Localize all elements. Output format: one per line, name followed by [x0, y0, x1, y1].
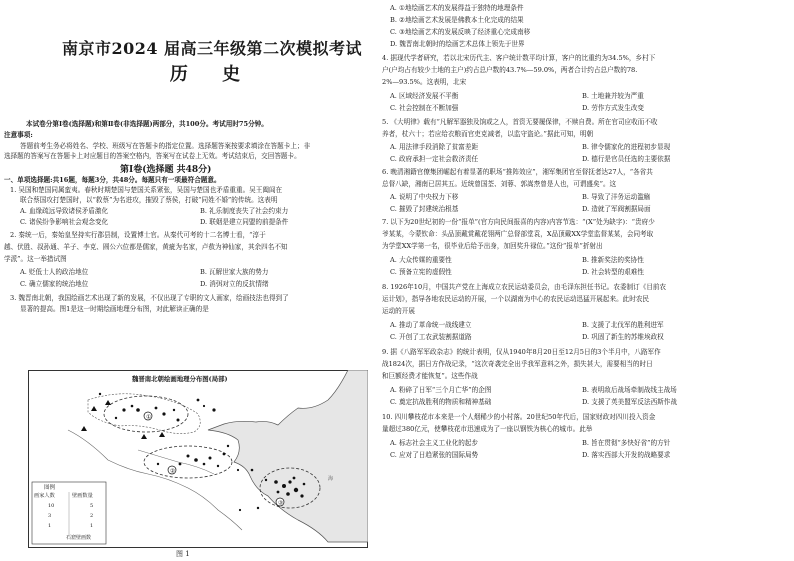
- legend-title: 图例: [44, 485, 56, 491]
- q2-stem-1: 2. 秦统一后，秦始皇坚持实行郡县制，设置博士官。从秦代可考的十二名博士看，“淳于: [10, 231, 266, 239]
- q7-stem-3: 为学堂XX学第一名，很毕业后给予出身，加回奖升禄位。”这份“报单”折射出: [382, 242, 603, 250]
- q3-option-a: A. ①地绘画艺术的发展得益于独特的地理条件: [390, 4, 524, 12]
- q6-option-a: A. 说明了中央权力下移: [390, 193, 459, 201]
- legend-painters-1: 1: [48, 523, 52, 529]
- q6-option-c: C. 摧毁了封建统治根基: [390, 205, 459, 213]
- q10-option-d: D. 落实西部大开发的战略要求: [582, 451, 671, 459]
- q8-stem-1: 8. 1926年10月，中国共产党在上海成立农民运动委员会，由毛泽东担任书记。农委制订《目前农: [382, 283, 667, 291]
- part1-heading: 第Ⅰ卷(选择题 共48分): [120, 165, 212, 175]
- q4-stem-3: 2%—93.5%。这表明，北宋: [382, 78, 467, 86]
- q8-stem-3: 运动的开展: [382, 307, 415, 315]
- q8-option-d: D. 巩固了新生的苏维埃政权: [582, 333, 664, 341]
- legend-murals-label: 壁画数量: [72, 493, 93, 499]
- svg-text:③: ③: [278, 500, 283, 507]
- q9-option-a: A. 粉碎了日军“三个月亡华”的企图: [390, 386, 492, 394]
- q10-option-b: B. 旨在贯彻“多快好省”的方针: [582, 439, 671, 447]
- legend-murals-5: 5: [90, 503, 94, 509]
- q2-option-c: C. 确立儒家的统治地位: [20, 280, 89, 288]
- q4-option-c: C. 社会控制在不断加强: [390, 104, 459, 112]
- q2-stem-2: 越、伏胜、叔孙通、羊子、李克、圆公六位都是儒家，黄疵为名家，卢敖为神仙家，其余四名不知: [4, 243, 288, 251]
- q3-option-d: D. 魏晋南北朝时的绘画艺术总体上领先于世界: [390, 40, 525, 48]
- q3-option-c: C. ③地绘画艺术的发展反映了经济重心完成南移: [390, 28, 531, 36]
- notice-line-2: 选择题的答案写在答题卡上对应题目的答案空格内，答案写在试卷上无效。考试结束后，交回答题卡。: [4, 152, 301, 160]
- q5-option-c: C. 政府承担一定社会救济责任: [390, 155, 479, 163]
- q7-stem-1: 7. 以下为20世纪初的一份“报单”(官方向民间报喜的内容)内容节选：“(X”处为缺字)：“贵府少: [382, 218, 655, 226]
- q9-option-b: B. 表明敌后战场牵制战线主战场: [582, 386, 677, 394]
- intro-line: 本试卷分第Ⅰ卷(选择题)和第Ⅱ卷(非选择题)两部分，共100分。考试用时75分钟。: [26, 120, 268, 128]
- q4-option-d: D. 劳作方式发生改变: [582, 104, 644, 112]
- exam-title: 南京市2024 届高三年级第二次模拟考试: [61, 39, 363, 58]
- q10-stem-1: 10. 四川攀枝花市本来是一个人烟稀少的小村落。20世纪50年代后，国家财政对四川投入资金: [382, 413, 656, 421]
- notice-title: 注意事项:: [4, 131, 33, 139]
- q2-stem-3: 学派”。这一举措试图: [4, 255, 67, 263]
- q7-option-d: D. 社会转型的艰难性: [582, 268, 644, 276]
- map-title: 魏晋南北朝绘画地理分布图(局部): [132, 375, 228, 383]
- legend-murals-1: 1: [90, 523, 94, 529]
- q6-option-d: D. 造就了军阀割据局面: [582, 205, 651, 213]
- q1-option-d: D. 联姻是建立同盟的前提条件: [200, 218, 289, 226]
- legend-painters-label: 画家人数: [34, 493, 55, 499]
- svg-text:①: ①: [146, 414, 151, 421]
- q4-stem-2: 户(户均占有较少土地的主户)约占总户数的43.7%—59.0%，两者合计约占总户数的78.: [382, 66, 638, 74]
- q5-stem-2: 养者，杖六十；若应给衣粮而官吏克减者，以监守盗论。”据此可知，明朝: [382, 130, 594, 138]
- svg-text:②: ②: [170, 468, 175, 475]
- q9-stem-2: 战1824次，据日方作战记录，“这次奇袭完全出乎我军意料之外，损失甚大，需要相当的时日: [382, 360, 653, 368]
- figure-caption: 图 1: [176, 550, 190, 558]
- q10-option-c: C. 应对了日趋紧张的国际局势: [390, 451, 479, 459]
- q6-option-b: B. 导致了洋务运动滥觞: [582, 193, 651, 201]
- legend-murals-2: 2: [90, 513, 94, 519]
- q6-stem-2: 总督八缺，湘南已居其五。近统曾国荃、刘蓉、郭嵩焘曾是人也，可谓盛矣”。这: [382, 180, 617, 188]
- q2-option-b: B. 瓦解世家大族的势力: [200, 268, 269, 276]
- q1-stem-2: 联合蔡国攻打楚国时，以“救蔡”为名进攻，摧毁了蔡侯，打破“同姓不婚”的传统。这表明: [20, 196, 278, 204]
- q8-option-a: A. 推动了革命统一战线建立: [390, 321, 472, 329]
- q3-stem-2: 显著的提高。图1是这一时期绘画地理分布图，对此解读正确的是: [20, 305, 209, 313]
- legend-note: 石窟壁画数: [66, 535, 92, 541]
- q3-option-b: B. ②地绘画艺术发展是佛教本土化完成的结果: [390, 16, 524, 24]
- svg-text:海: 海: [328, 476, 334, 482]
- q5-option-b: B. 律令儒家化的进程初步显现: [582, 143, 671, 151]
- legend-painters-10: 10: [48, 503, 55, 509]
- q10-stem-2: 量超过380亿元，使攀枝花市迅速成为了一座以钢铁为核心的城市。此举: [382, 425, 593, 433]
- q5-option-d: D. 德行是官员任选的主要依据: [582, 155, 671, 163]
- painting-distribution-map: [28, 370, 368, 548]
- q4-stem-1: 4. 据现代学者研究，若以北宋历代主、客户统计数平均计算，客户的比重约为34.5%，乡村下: [382, 54, 656, 62]
- q4-option-a: A. 区域经济发展不平衡: [390, 92, 459, 100]
- legend-painters-3: 3: [48, 513, 52, 519]
- q1-option-a: A. 血缘疏远导致诸侯矛盾激化: [20, 207, 109, 215]
- q10-option-a: A. 标志社会主义工业化的起步: [390, 439, 479, 447]
- q9-option-c: C. 奠定抗战胜利的物质和精神基础: [390, 398, 492, 406]
- q9-stem-3: 和巨额经费才能恢复”。这些作战: [382, 372, 478, 380]
- q7-option-b: B. 推新奖法的奖协性: [582, 256, 644, 264]
- q8-option-b: B. 支援了北伐军的胜利进军: [582, 321, 664, 329]
- q8-stem-2: 运计划》，指导各地农民运动的开展，一个以湖南为中心的农民运动迅猛开展起来。此时农民: [382, 295, 650, 303]
- notice-line-1: 答题前考生务必将姓名、学校、班级写在答题卡的指定位置。选择题答案按要求填涂在答题卡上；非: [20, 142, 311, 150]
- part1-instruction: 一、单项选择题:共16题，每题3分，共48分。每题只有一项最符合题意。: [4, 176, 221, 184]
- q2-option-a: A. 贬低士人的政治地位: [20, 268, 89, 276]
- q8-option-c: C. 开创了工农武装割据道路: [390, 333, 472, 341]
- q1-option-c: C. 诸侯纷争影响社会观念变化: [20, 218, 109, 226]
- q7-option-c: C. 预备立宪的虚假性: [390, 268, 452, 276]
- q7-option-a: A. 大众传媒的重要性: [390, 256, 452, 264]
- q2-option-d: D. 消弭对立的反抗情绪: [200, 280, 269, 288]
- q7-stem-2: 爷某某，今蒙钦命：头品顶戴赏戴花翎两广总督部堂袁，X品顶戴XX学堂监督某某，会同考取: [382, 230, 654, 238]
- q1-stem-1: 1. 吴国和楚国同属蛮夷。春秋时期楚国与楚国关系紧张，吴国与楚国也矛盾重重。吴王阖闾在: [10, 186, 283, 194]
- q9-option-d: D. 支援了英美盟军反法西斯作战: [582, 398, 677, 406]
- q6-stem-1: 6. 晚清湘籍官僚集团崛起有着显著的职场“推阵效应”，湘军集团官至督抚者达27人，“各省共: [382, 168, 653, 176]
- q5-stem-1: 5. 《大明律》载有“凡解军器独及饷或之人，首资无要履保律，不赎自费。所在官司应收而不收: [382, 118, 658, 126]
- exam-subject: 历 史: [169, 64, 255, 85]
- q5-option-a: A. 用法律手段消除了贫富差距: [390, 143, 479, 151]
- q9-stem-1: 9. 据《八路军军政杂志》的统计表明，仅从1940年8月20日至12月5日的3个半月中，八路军作: [382, 348, 661, 356]
- q1-option-b: B. 礼乐制度丧失了社会约束力: [200, 207, 289, 215]
- q4-option-b: B. 土地兼并较为严重: [582, 92, 644, 100]
- q3-stem-1: 3. 魏晋南北朝，我国绘画艺术出现了新的发展，不仅出现了专职的文人画家，绘画技法也得到了: [10, 294, 289, 302]
